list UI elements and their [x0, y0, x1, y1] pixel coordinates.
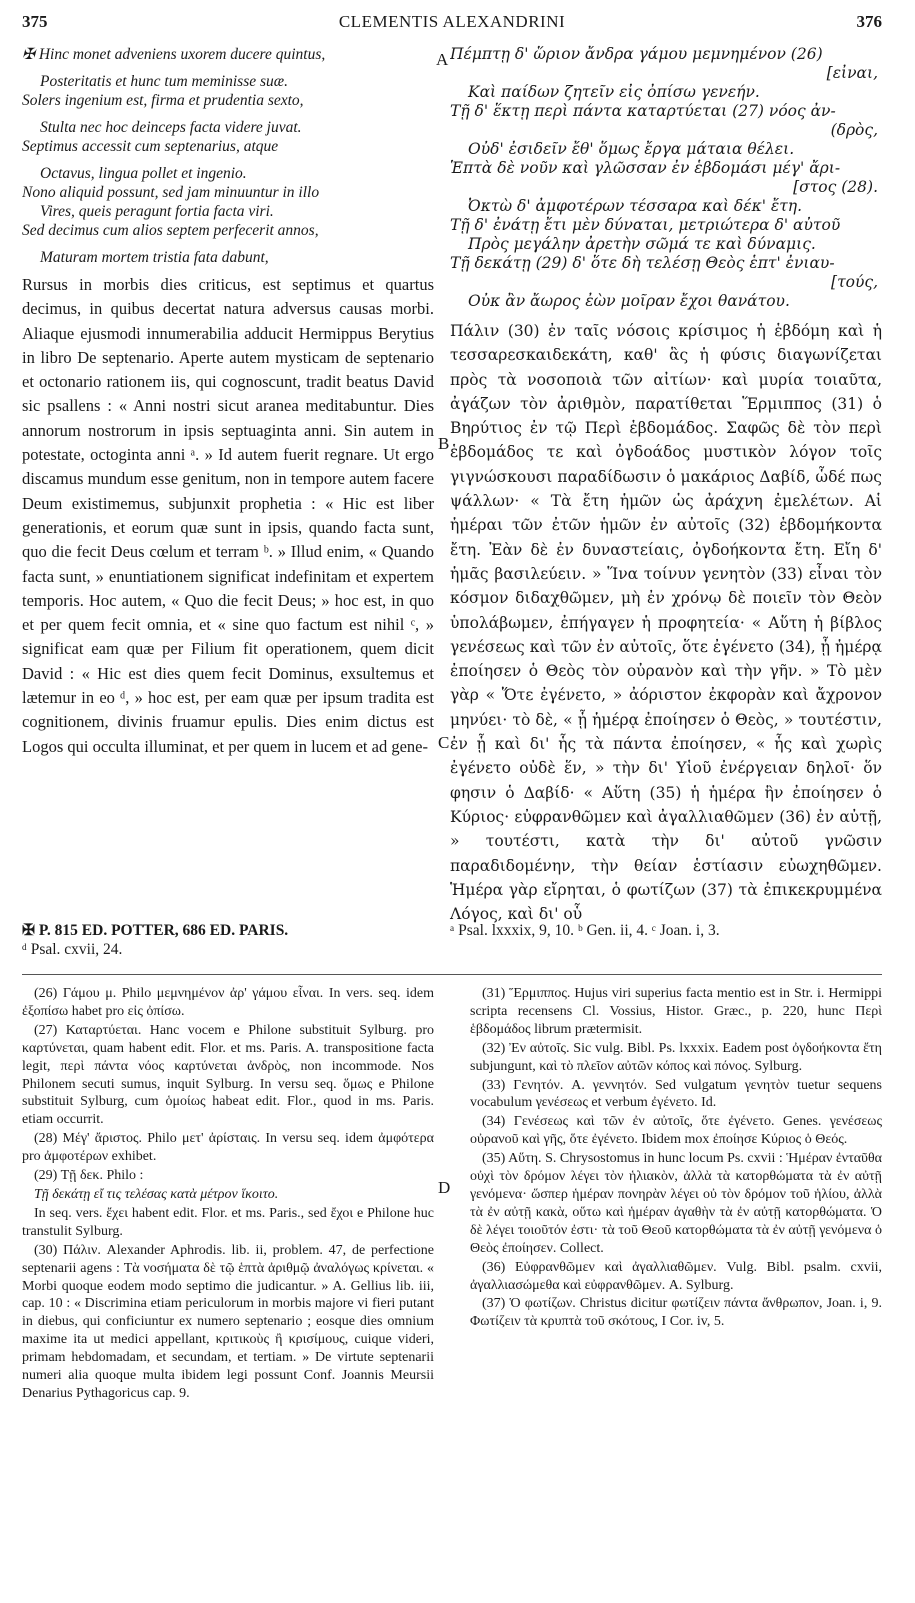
- verse-line: (δρὸς,: [830, 121, 878, 139]
- notes-right-column: [470, 985, 882, 1332]
- footnote: (33) Γενητόν. A. γεννητόν. Sed vulgatum γενητὸν tuetur sequens vocabulum γενέσεως et verbum ἐγένετο. Id.: [470, 1077, 882, 1111]
- greek-prose: Πάλιν (30) ἐν ταῖς νόσοις κρίσιμος ἡ ἑβδόμη καὶ ἡ τεσσαρεσκαιδεκάτη, καθ' ἃς ἡ φύσις διαγωνίζεται πρὸς τὰ νοσοποιὰ τῶν αἰτίων· καὶ μυρία τοιαῦτα, ἀγάζων τὸν ἀριθμὸν, παρατίθεται Ἕρμιππος (31) ὁ Βηρύτιος ἐν τῷ Περὶ ἑβδομάδος. Σαφῶς δὲ τὸν περὶ ἑβδομάδος τε καὶ ὀγδοάδος μυστικὸν λόγον τοῖς γιγνώσκουσι παραδίδωσιν ὁ μακάριος Δαβίδ, ὧδέ πως ψάλλων· « Τὰ ἔτη ἡμῶν ὡς ἀράχνη ἐμελέτων. Αἱ ἡμέραι τῶν ἐτῶν ἡμῶν ἐν αὐτοῖς (32) ἑβδομήκοντα ἔτη. Ἐὰν δὲ ἐν δυναστείαις, ὀγδοήκοντα ἔτη. Εἴη δ' ἡμᾶς βασιλεύειν. » Ἵνα τοίνυν γενητὸν (33) εἶναι τὸν κόσμον διδαχθῶμεν, μὴ ἐν χρόνῳ δὲ ποιεῖν τὸν Θεὸν ὑπολάβωμεν, ἐπήγαγεν ἡ προφητεία· « Αὕτη ἡ βίβλος γενέσεως καὶ τῶν ἐν αὐτοῖς, ὅτε ἐγένετο (34), ᾗ ἡμέρᾳ ἐποίησεν ὁ Θεὸς τὸν οὐρανὸν καὶ τὴν γῆν. » Τὸ μὲν γὰρ « Ὅτε ἐγένετο, » ἀόριστον ἐκφορὰν καὶ ἄχρονον μηνύει· τὸ δὲ, « ᾗ ἡμέρᾳ ἐποίησεν ὁ Θεὸς, » τουτέστιν, ἐν ᾗ καὶ δι' ἧς τὰ πάντα ἐποίησεν, « ἧς καὶ χωρὶς ἐγένετο οὐδὲ ἕν, » τὴν δι' Υἱοῦ ἐνέργειαν δηλοῖ· ὅν φησιν ὁ Δαβίδ· « Αὕτη (35) ἡ ἡμέρα ἣν ἐποίησεν ὁ Κύριος· εὐφρανθῶμεν καὶ ἀγαλλιαθῶμεν (36) ἐν αὐτῇ, » τουτέστι, κατὰ τὴν δι' αὐτοῦ γνῶσιν παραδιδομένην, τὴν θείαν ἑστίασιν εὐωχηθῶμεν. Ἡμέρα γὰρ εἴρηται, ὁ φωτίζων (37) τὰ ἐπικεκρυμμένα Λόγος, καὶ δι' οὗ: [450, 322, 882, 924]
- verse-line: [εἶναι,: [826, 64, 878, 82]
- page-number-right: 376: [856, 12, 882, 31]
- margin-letter-b: B: [438, 434, 450, 453]
- footnote-rule: [22, 974, 882, 975]
- footnote: (27) Καταρτύεται. Hanc vocem e Philone substituit Sylburg. pro καρτύνεται, quam habent edit. Flor. et ms. Paris. A. transpositione facta legit, περὶ πάντα νόος καρτύνεται ἀνδρὸς, non incommode. Nos Philonem secuti sumus, inquit Sylburg. In versu seq. ὅμως e Philone substituit Sylburg, cum ὁμοίως habeat edit. Flor., quod in ms. Paris. etiam occurrit.: [22, 1022, 434, 1128]
- footnote: (26) Γάμου μ. Philo μεμνημένον ἀρ' γάμου εἶναι. In vers. seq. idem ἐξοπίσω habet pro εἰς ὀπίσω.: [22, 986, 434, 1019]
- edition-ref: ✠ P. 815 ED. POTTER, 686 ED. PARIS.: [22, 922, 289, 939]
- footnote: (29) Τῇ δεκ. Philo :: [34, 1168, 144, 1184]
- verse-line: Οὐδ' ἐσιδεῖν ἔθ' ὅμως ἔργα μάταια θέλει.: [468, 140, 795, 158]
- footnote: (36) Εὐφρανθῶμεν καὶ ἀγαλλιαθῶμεν. Vulg. Bibl. psalm. cxvii, ἀγαλλιασώμεθα καὶ εὐφρανθῶμεν. A. Sylburg.: [470, 1259, 882, 1293]
- footnote: (28) Μέγ' ἄριστος. Philo μετ' ἀρίσταις. In versu seq. idem ἀμφότερα pro ἀμφοτέρων exhibet.: [22, 1131, 434, 1165]
- verse-line: Τῇ δ' ἕκτῃ περὶ πάντα καταρτύεται (27) νόος ἀν-: [450, 102, 836, 120]
- verse-line: [τούς,: [831, 273, 878, 291]
- scripture-ref: ᵈ Psal. cxvii, 24.: [22, 941, 123, 958]
- margin-letter-d: D: [438, 1178, 451, 1197]
- footnote: (35) Αὕτη. S. Chrysostomus in hunc locum Ps. cxvii : Ἡμέραν ἐνταῦθα οὐχὶ τὸν δρόμον λέγει τὸν ἡλιακὸν, ἀλλὰ τὰ κατορθώματα τὰ ἐν αὐτῇ γενόμενα· ὥσπερ ἡμέραν πονηρὰν λέγει οὐ τὸν δρόμον τοῦ ἡλίου, ἀλλὰ τὰ ἐν αὐτῇ κακὰ, οὕτω καὶ ἡμέραν ἀγαθὴν τὰ ἐν αὐτῇ κατορθώματα. Ὁ δὲ λέγει τοιοῦτόν ἐστι· τὰ τοῦ Θεοῦ κατορθώματα τὰ ἐν αὐτῇ γενόμενα ὁ Θεὸς ἐποίησεν. Collect.: [470, 1151, 882, 1256]
- scripture-ref: ᵃ Psal. lxxxix, 9, 10. ᵇ Gen. ii, 4. ᶜ Joan. i, 3.: [450, 922, 720, 939]
- latin-verse: [22, 45, 434, 267]
- margin-letter-a: A: [436, 50, 449, 69]
- latin-prose: Rursus in morbis dies criticus, est septimus et quartus decimus, in quibus decertat natura adversus causas morbi. Aliaque ejusmodi innumerabilia adducit Hermippus Berytius in libro De septenario. Aperte autem mysticam de septenario et octonario rationem iis, qui cognoscunt, tradit beatus David sic psallens : « Anni nostri sicut aranea meditabuntur. Dies annorum nostrorum in ipsis septuaginta anni. Sin autem in potestate, octoginta anni ᵃ. » Id autem fuerit regnare. Ut ergo discamus mundum esse genitum, non in tempore autem facere Deum existimemus, subjunxit prophetia : « Hic est liber generationis, et eorum quæ sunt in ipsis, quando facta sunt, quo die fecit Deus cœlum et terram ᵇ. » Illud enim, « Quando facta sunt, » enuntiationem significat indefinitam et expertem temporis. Hoc autem, « Quo die fecit Deus; » hoc est, in quo et per quem fecit omnia, et « sine quo factum est nihil ᶜ, » significat eam quæ per Filium fit operationem, quem dicit David : « Hic est dies quem fecit Dominus, exsultemus et lætemur in eo ᵈ, » hoc est, per eam quæ per ipsum tradita est cognitionem, divinis fruamur epulis. Dies enim dictus est Logos qui occulta illuminat, et per quem in lucem et ad gene-: [22, 275, 434, 756]
- verse-line: [στος (28).: [793, 178, 878, 196]
- footnote: (37) Ὁ φωτίζων. Christus dicitur φωτίζειν πάντα ἄνθρωπον, Joan. i, 9. Φωτίζειν τὰ κρυπτὰ τοῦ σκότους, I Cor. iv, 5.: [470, 1296, 882, 1330]
- running-header: [22, 12, 882, 38]
- footnote: (31) Ἕρμιππος. Hujus viri superius facta mentio est in Str. i. Hermippi scripta recensens Cl. Vossius, Histor. Græc., p. 220, hunc Περὶ ἑβδομάδος librum prætermisit.: [470, 986, 882, 1037]
- latin-column: [22, 45, 434, 759]
- verse-line: Τῇ δεκάτῃ (29) δ' ὅτε δὴ τελέσῃ Θεὸς ἑπτ' ἐνιαυ-: [450, 254, 835, 272]
- margin-letter-c: C: [438, 733, 450, 752]
- verse-line: Posteritatis et hunc tum meminisse suæ.: [40, 73, 288, 90]
- verse-line: Sed decimus cum alios septem perfecerit annos,: [22, 222, 319, 239]
- verse-line: ✠ Hinc monet adveniens uxorem ducere quintus,: [22, 46, 326, 63]
- footnote: (34) Γενέσεως καὶ τῶν ἐν αὐτοῖς, ὅτε ἐγένετο. Genes. γενέσεως οὐρανοῦ καὶ γῆς, ὅτε ἐγένετο. Ibidem mox ἐποίησε Κύριος ὁ Θεός.: [470, 1114, 882, 1148]
- verse-line: Πέμπτῃ δ' ὥριον ἄνδρα γάμου μεμνημένον (26): [450, 45, 823, 63]
- verse-line: Πρὸς μεγάλην ἀρετὴν σῶμά τε καὶ δύναμις.: [468, 235, 816, 253]
- verse-line: Septimus accessit cum septenarius, atque: [22, 138, 279, 155]
- notes-left-column: [22, 985, 434, 1404]
- page-number-left: 375: [22, 12, 48, 31]
- verse-line: Maturam mortem tristia fata dabunt,: [40, 249, 269, 266]
- greek-column: [450, 45, 882, 926]
- verse-line: Stulta nec hoc deinceps facta videre juvat.: [40, 119, 302, 136]
- greek-verse: [450, 45, 882, 311]
- verse-line: Τῇ δ' ἐνάτῃ ἔτι μὲν δύναται, μετριώτερα δ' αὐτοῦ: [450, 216, 841, 234]
- footnote: In seq. vers. ἔχει habent edit. Flor. et ms. Paris., sed ἔχοι e Philone huc transtulit Sylburg.: [22, 1205, 434, 1239]
- verse-line: Ὀκτὼ δ' ἀμφοτέρων τέσσαρα καὶ δέκ' ἔτη.: [468, 197, 803, 215]
- verse-line: Nono aliquid possunt, sed jam minuuntur in illo: [22, 184, 320, 201]
- verse-line: Solers ingenium est, firma et prudentia sexto,: [22, 92, 304, 109]
- verse-line: Ἑπτὰ δὲ νοῦν καὶ γλῶσσαν ἐν ἑβδομάσι μέγ' ἄρι-: [450, 159, 841, 177]
- scripture-refs-left: [22, 921, 434, 959]
- verse-line: Octavus, lingua pollet et ingenio.: [40, 165, 247, 182]
- footnote-verse: Τῇ δεκάτῃ εἴ τις τελέσας κατὰ μέτρον ἵκοιτο.: [34, 1186, 279, 1202]
- footnote: (30) Πάλιν. Alexander Aphrodis. lib. ii, problem. 47, de perfectione septenarii agens : Τὰ νοσήματα δὲ τῷ ἑπτὰ ἀριθμῷ ἀναλόγως κρίνεται. « Morbi quoque eodem modo septimo die judicantur. » A. Gellius lib. iii, cap. 10 : « Discrimina etiam periculorum in morbis majore vi fieri putant in diebus, qui conficiuntur ex numero septenario ; eosque dies omnium maxime ita ut medici appellant, κριτικοὺς ἢ κρισίμους, cuique videri, primam hebdomadam, et secundam, et tertiam. » De virtute septenarii numeri alia quoque multa ibidem legi possunt Conf. Joannis Meursii Denarius Pythagoricus cap. 9.: [22, 1242, 434, 1401]
- footnote: (32) Ἐν αὐτοῖς. Sic vulg. Bibl. Ps. lxxxix. Eadem post ὀγδοήκοντα ἔτη subjungunt, καὶ τὸ πλεῖον αὐτῶν κόπος καὶ πόνος. Sylburg.: [470, 1040, 882, 1074]
- verse-line: Οὐκ ἂν ἄωρος ἐὼν μοῖραν ἔχοι θανάτου.: [468, 292, 790, 310]
- running-title: CLEMENTIS ALEXANDRINI: [338, 12, 566, 31]
- verse-line: Καὶ παίδων ζητεῖν εἰς ὀπίσω γενεήν.: [468, 83, 760, 101]
- scripture-refs-right: [450, 921, 882, 940]
- verse-line: Vires, queis peragunt fortia facta viri.: [40, 203, 274, 220]
